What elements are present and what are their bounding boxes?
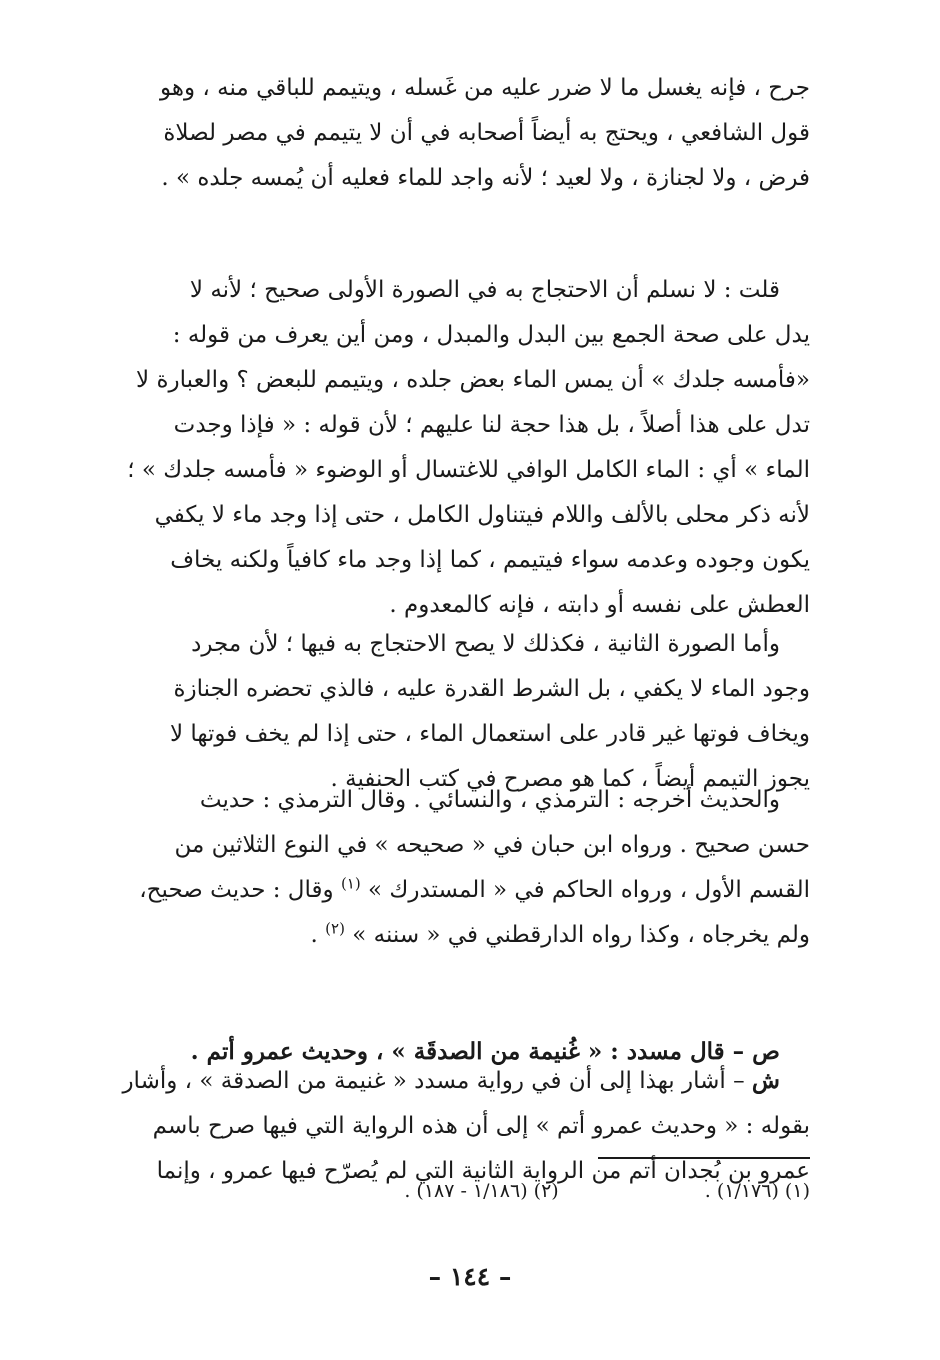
text-segment: – أشار بهذا إلى أن في رواية مسدد « غنيمة من الصدقة » ، وأشار [122,1068,752,1094]
paragraph-3 [110,622,810,802]
text-line: جرح ، فإنه يغسل ما لا ضرر عليه من غَسله ، ويتيمم للباقي منه ، وهو [160,75,810,101]
text-segment: ولم يخرجاه ، وكذا رواه الدارقطني في « سننه » [344,922,810,948]
text-line: يدل على صحة الجمع بين البدل والمبدل ، ومن أين يعرف من قوله : [172,322,810,348]
text-line: لأنه ذكر محلى بالألف واللام فيتناول الكامل ، حتى إذا وجد ماء لا يكفي [154,502,810,528]
text-segment: . [310,922,326,948]
text-line: يكون وجوده وعدمه سواء فيتيمم ، كما إذا وجد ماء كافياً ولكنه يخاف [170,547,810,573]
text-line [110,1058,810,1104]
text-line [110,868,810,913]
paragraph-2 [110,268,810,628]
text-line: قول الشافعي ، ويحتج به أيضاً أصحابه في أن لا يتيمم في مصر لصلاة [163,120,810,146]
commentary-marker: ش [751,1067,780,1094]
text-line: وأما الصورة الثانية ، فكذلك لا يصح الاحتجاج به فيها ؛ لأن مجرد [191,631,780,657]
text-line: يجوز التيمم أيضاً ، كما هو مصرح في كتب الحنفية . [330,766,810,792]
text-line: قلت : لا نسلم أن الاحتجاج به في الصورة الأولى صحيح ؛ لأنه لا [189,277,780,303]
footnote-divider [598,1157,810,1159]
text-line: الماء » أي : الماء الكامل الوافي للاغتسال أو الوضوء « فأمسه جلدك » ؛ [127,457,810,483]
text-segment: القسم الأول ، ورواه الحاكم في « المستدرك » [360,877,810,903]
footnote-1: (١) (١/١٧٦) . [704,1180,810,1202]
text-line: عمرو بن بُجدان أتم من الرواية الثانية التي لم يُصرّح فيها عمرو ، وإنما [156,1158,810,1184]
text-line [110,913,810,958]
text-segment: وقال : حديث صحيح، [139,877,341,903]
section-heading: ص – قال مسدد : « غُنيمة من الصدقَة » ، وحديث عمرو أتم . [190,1038,780,1065]
footnote-ref-2[interactable]: (٢) [325,919,345,938]
text-line: بقوله : « وحديث عمرو أتم » إلى أن هذه الرواية التي فيها صرح باسم [152,1113,810,1139]
text-line: ويخاف فوتها غير قادر على استعمال الماء ، حتى إذا لم يخف فوتها لا [169,721,810,747]
text-line: والحديث أخرجه : الترمذي ، والنسائي . وقال الترمذي : حديث [199,787,780,813]
footnote-2: (٢) (١/١٨٦ - ١٨٧) . [404,1180,559,1202]
text-line: العطش على نفسه أو دابته ، فإنه كالمعدوم . [389,592,810,618]
paragraph-1 [110,66,810,201]
text-line: وجود الماء لا يكفي ، بل الشرط القدرة عليه ، فالذي تحضره الجنازة [173,676,810,702]
text-line: فرض ، ولا لجنازة ، ولا لعيد ؛ لأنه واجد للماء فعليه أن يُمسه جلده » . [161,165,810,191]
paragraph-5 [110,1058,810,1194]
text-line: حسن صحيح . ورواه ابن حبان في « صحيحه » في النوع الثلاثين من [174,832,810,858]
footnote-ref-1[interactable]: (١) [340,874,361,893]
text-line: تدل على هذا أصلاً ، بل هذا حجة لنا عليهم ؛ لأن قوله : « فإذا وجدت [173,412,810,438]
text-line: «فأمسه جلدك » أن يمس الماء بعض جلده ، ويتيمم للبعض ؟ والعبارة لا [136,367,810,393]
paragraph-4 [110,778,810,958]
footnotes [310,1178,810,1204]
page-number: – ١٤٤ – [428,1262,512,1291]
